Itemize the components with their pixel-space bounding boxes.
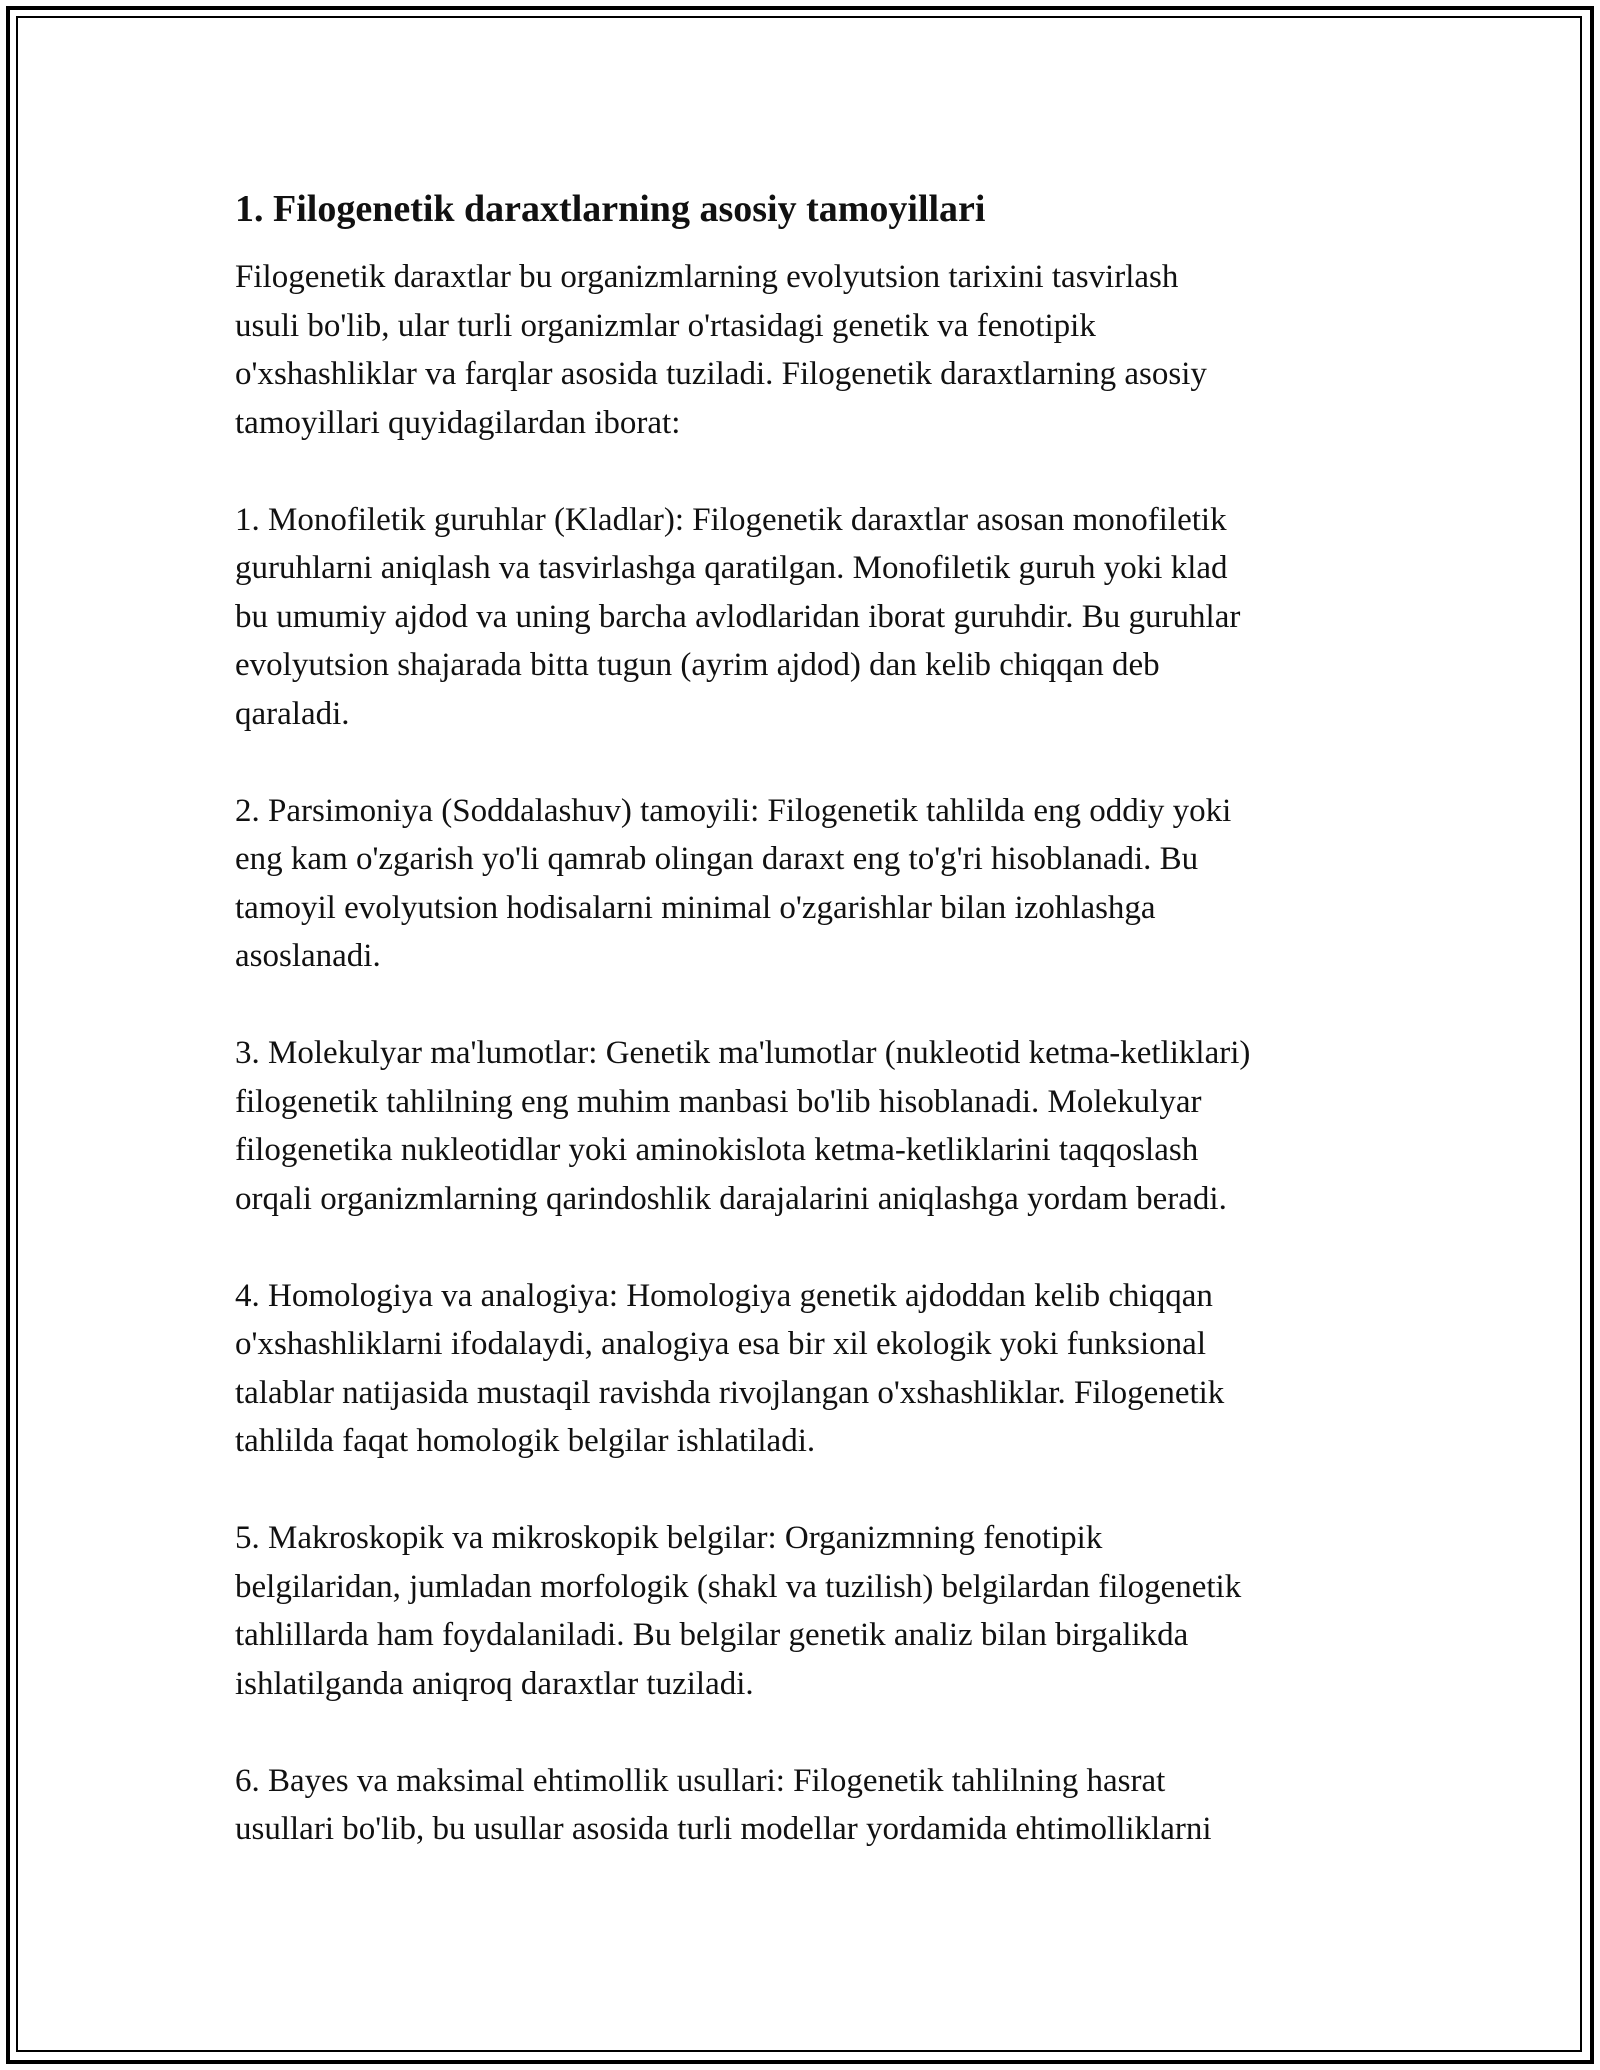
paragraph-bayes-max-likelihood: 6. Bayes va maksimal ehtimollik usullari: Filogenetik tahlilning hasrat usullari bo'lib, bu usullar asosida turli modellar yordamida ehtimolliklarni xyxy=(235,1762,1212,1847)
paragraph-homology-analogy: 4. Homologiya va analogiya: Homologiya genetik ajdoddan kelib chiqqan o'xshashliklarni ifodalaydi, analogiya esa bir xil ekologik yoki funksional talablar natijasida mustaqil ravishda rivojlangan o'xshashliklar. Filogenetik tahlilda faqat homologik belgilar ishlatiladi. xyxy=(235,1277,1225,1459)
document-body xyxy=(235,185,1395,1902)
paragraph-macro-micro-traits: 5. Makroskopik va mikroskopik belgilar: Organizmning fenotipik belgilaridan, jumladan morfologik (shakl va tuzilish) belgilardan filogenetik tahlillarda ham foydalaniladi. Bu belgilar genetik analiz bilan birgalikda ishlatilganda aniqroq daraxtlar tuziladi. xyxy=(235,1520,1242,1702)
paragraph-parsimony: 2. Parsimoniya (Soddalashuv) tamoyili: Filogenetik tahlilda eng oddiy yoki eng kam o'zgarish yo'li qamrab olingan daraxt eng to'g'ri hisoblanadi. Bu tamoyil evolyutsion hodisalarni minimal o'zgarishlar bilan izohlashga asoslanadi. xyxy=(235,792,1232,974)
paragraph-molecular-data: 3. Molekulyar ma'lumotlar: Genetik ma'lumotlar (nukleotid ketma-ketliklari) filogenetik tahlilning eng muhim manbasi bo'lib hisoblanadi. Molekulyar filogenetika nukleotidlar yoki aminokislota ketma-ketliklarini taqqoslash orqali organizmlarning qarindoshlik darajalarini aniqlashga yordam beradi. xyxy=(235,1035,1251,1217)
paragraph-monophyletic-groups: 1. Monofiletik guruhlar (Kladlar): Filogenetik daraxtlar asosan monofiletik guruhlarni aniqlash va tasvirlashga qaratilgan. Monofiletik guruh yoki klad bu umumiy ajdod va uning barcha avlodlaridan iborat guruhdir. Bu guruhlar evolyutsion shajarada bitta tugun (ayrim ajdod) dan kelib chiqqan deb qaraladi. xyxy=(235,501,1241,732)
paragraph-intro: Filogenetik daraxtlar bu organizmlarning evolyutsion tarixini tasvirlash usuli bo'lib, ular turli organizmlar o'rtasidagi genetik va fenotipik o'xshashliklar va farqlar asosida tuziladi. Filogenetik daraxtlarning asosiy tamoyillari quyidagilardan iborat: xyxy=(235,259,1207,441)
document-title: 1. Filogenetik daraxtlarning asosiy tamoyillari xyxy=(235,188,986,230)
